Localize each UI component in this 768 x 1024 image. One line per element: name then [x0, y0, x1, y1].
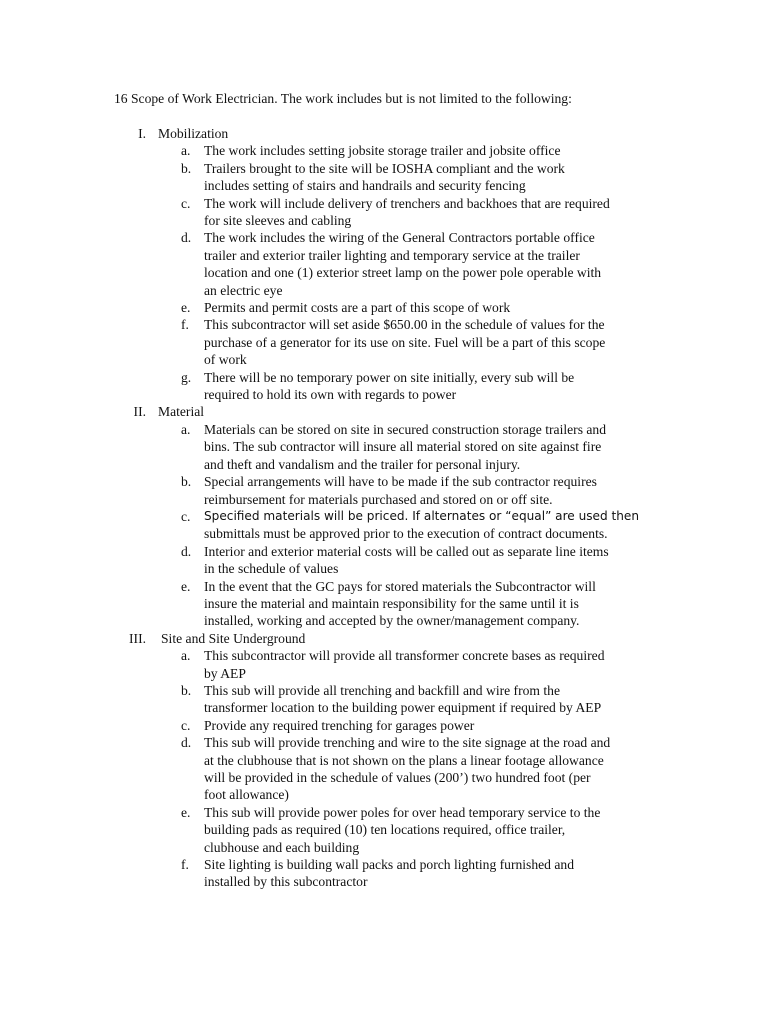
- item-letter: c.: [181, 195, 191, 211]
- item-text: [204, 195, 656, 230]
- list-item: [0, 804, 768, 856]
- item-text: [204, 299, 656, 316]
- list-item: [0, 543, 768, 578]
- item-line: Specified materials will be priced. If alternates or “equal” are used then: [204, 508, 640, 523]
- item-line: Permits and permit costs are a part of this scope of work: [204, 300, 511, 316]
- item-text: [204, 578, 656, 630]
- list-item: [0, 142, 768, 159]
- section-heading: [0, 125, 768, 142]
- section-mobilization: [0, 125, 768, 891]
- item-line: location and one (1) exterior street lamp on the power pole operable with: [204, 265, 602, 281]
- item-letter: g.: [181, 369, 192, 385]
- item-line: The work will include delivery of trenchers and backhoes that are required: [204, 195, 610, 211]
- item-text: [204, 421, 656, 473]
- item-letter: c.: [181, 717, 191, 733]
- item-line: purchase of a generator for its use on site. Fuel will be a part of this scope: [204, 334, 606, 350]
- item-line: of work: [204, 352, 247, 368]
- list-item: [0, 717, 768, 734]
- item-letter: d.: [181, 543, 192, 559]
- item-text: [204, 142, 656, 159]
- document-title: 16 Scope of Work Electrician. The work includes but is not limited to the following:: [114, 91, 572, 106]
- item-text: [204, 717, 656, 734]
- list-item: [0, 299, 768, 316]
- item-letter: d.: [181, 230, 192, 246]
- item-line: installed by this subcontractor: [204, 874, 368, 890]
- item-line: There will be no temporary power on site initially, every sub will be: [204, 369, 575, 385]
- item-line: Provide any required trenching for garages power: [204, 717, 475, 733]
- item-text: [204, 316, 656, 368]
- item-text: [204, 473, 656, 508]
- list-item: [0, 229, 768, 299]
- section-number: III.: [129, 630, 146, 646]
- item-line: trailer and exterior trailer lighting and temporary service at the trailer: [204, 247, 580, 263]
- item-text: [204, 682, 656, 717]
- item-line: transformer location to the building power equipment if required by AEP: [204, 700, 602, 716]
- list-item: [0, 316, 768, 368]
- item-line: clubhouse and each building: [204, 839, 360, 855]
- item-line: and theft and vandalism and the trailer for personal injury.: [204, 456, 521, 472]
- item-text: [204, 804, 656, 856]
- section-title: Site and Site Underground: [161, 630, 306, 646]
- list-item: [0, 647, 768, 682]
- item-text: [204, 160, 656, 195]
- item-letter: e.: [181, 804, 191, 820]
- item-line: foot allowance): [204, 787, 289, 803]
- item-line: reimbursement for materials purchased and stored on or off site.: [204, 491, 553, 507]
- list-item: [0, 421, 768, 473]
- list-item: [0, 734, 768, 804]
- list-item: [0, 578, 768, 630]
- list-item: [0, 369, 768, 404]
- item-line: bins. The sub contractor will insure all material stored on site against fire: [204, 439, 602, 455]
- item-line: This sub will provide all trenching and backfill and wire from the: [204, 682, 560, 698]
- list-item: [0, 195, 768, 230]
- item-text: [204, 734, 656, 804]
- item-line: at the clubhouse that is not shown on the plans a linear footage allowance: [204, 752, 604, 768]
- item-text: [204, 647, 656, 682]
- item-letter: c.: [181, 508, 191, 524]
- item-line: This subcontractor will provide all transformer concrete bases as required: [204, 648, 605, 664]
- section-number: I.: [138, 126, 146, 141]
- item-line: for site sleeves and cabling: [204, 213, 352, 229]
- item-letter: e.: [181, 578, 191, 594]
- list-item: [0, 856, 768, 891]
- item-letter: b.: [181, 474, 192, 490]
- list-item: [0, 508, 768, 543]
- item-line: building pads as required (10) ten locations required, office trailer,: [204, 822, 566, 838]
- list-item: [0, 473, 768, 508]
- item-line: This sub will provide trenching and wire to the site signage at the road and: [204, 735, 611, 751]
- item-letter: e.: [181, 300, 191, 316]
- item-line: Special arrangements will have to be made if the sub contractor requires: [204, 474, 597, 490]
- item-line: Trailers brought to the site will be IOSHA compliant and the work: [204, 160, 565, 176]
- list-item: [0, 682, 768, 717]
- item-line: insure the material and maintain responsibility for the same until it is: [204, 595, 579, 611]
- item-letter: f.: [181, 857, 189, 873]
- item-letter: a.: [181, 421, 191, 437]
- section-heading: [0, 630, 768, 647]
- section-title: Material: [158, 404, 205, 420]
- item-line: The work includes setting jobsite storage trailer and jobsite office: [204, 143, 561, 159]
- item-text: [204, 856, 656, 891]
- item-letter: b.: [181, 682, 192, 698]
- item-text: [204, 543, 656, 578]
- item-text: [204, 369, 656, 404]
- item-line: in the schedule of values: [204, 561, 339, 577]
- item-line: The work includes the wiring of the General Contractors portable office: [204, 230, 595, 246]
- item-line: submittals must be approved prior to the execution of contract documents.: [204, 526, 608, 542]
- item-letter: b.: [181, 160, 192, 176]
- item-line: In the event that the GC pays for stored materials the Subcontractor will: [204, 578, 596, 594]
- section-heading: [0, 403, 768, 420]
- item-line: Site lighting is building wall packs and porch lighting furnished and: [204, 857, 575, 873]
- item-letter: d.: [181, 735, 192, 751]
- item-text: [204, 229, 656, 299]
- list-item: [0, 160, 768, 195]
- section-number: II.: [133, 404, 146, 420]
- item-text: [204, 508, 656, 543]
- item-line: includes setting of stairs and handrails and security fencing: [204, 178, 526, 194]
- item-letter: f.: [181, 317, 189, 333]
- item-line: installed, working and accepted by the owner/management company.: [204, 613, 580, 629]
- item-line: required to hold its own with regards to power: [204, 387, 457, 403]
- item-line: This subcontractor will set aside $650.00 in the schedule of values for the: [204, 317, 605, 333]
- item-line: by AEP: [204, 665, 246, 681]
- item-letter: a.: [181, 143, 191, 159]
- item-line: This sub will provide power poles for over head temporary service to the: [204, 804, 601, 820]
- item-line: will be provided in the schedule of values (200’) two hundred foot (per: [204, 769, 591, 785]
- section-title: Mobilization: [158, 126, 229, 141]
- item-line: an electric eye: [204, 282, 283, 298]
- item-line: Interior and exterior material costs will be called out as separate line items: [204, 543, 609, 559]
- item-line: Materials can be stored on site in secured construction storage trailers and: [204, 421, 607, 437]
- item-letter: a.: [181, 648, 191, 664]
